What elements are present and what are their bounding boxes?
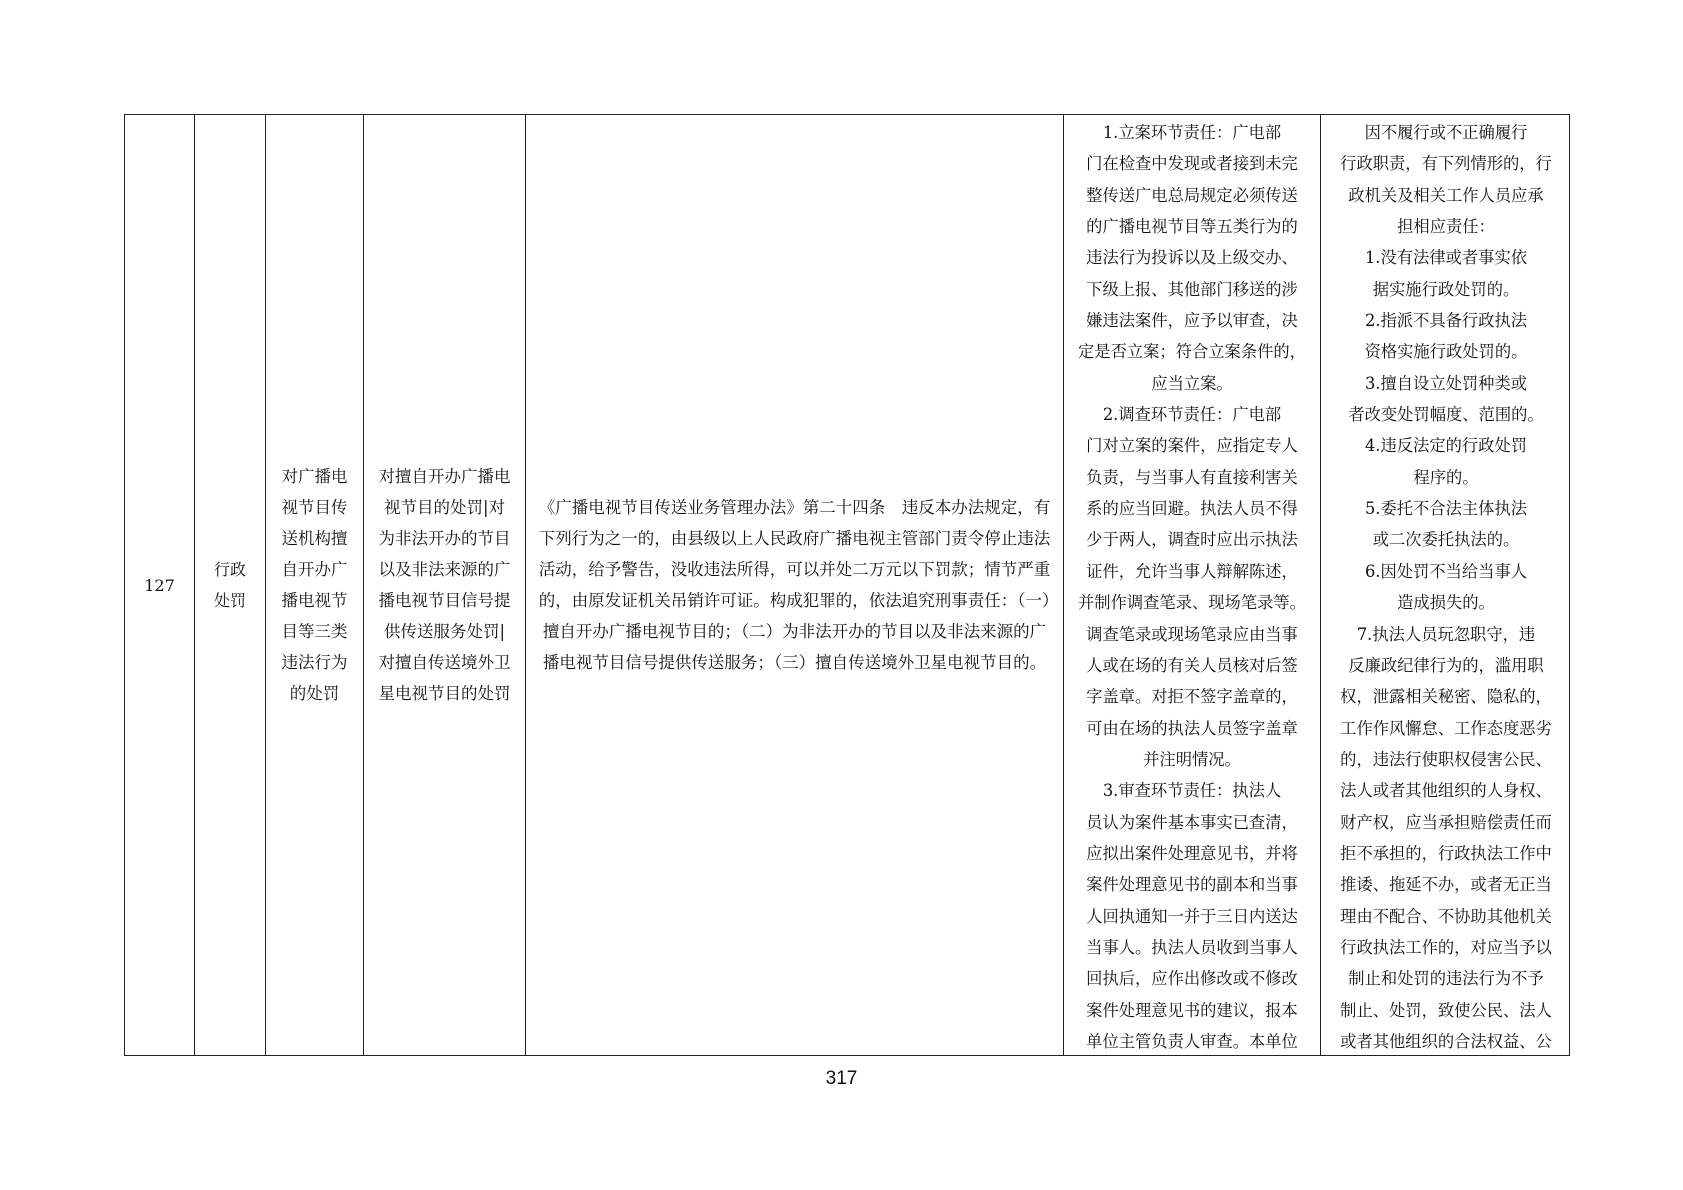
responsibility-line: 回执后，应作出修改或不修改 bbox=[1086, 969, 1298, 989]
accountability-line: 或者其他组织的合法权益、公 bbox=[1340, 1031, 1552, 1051]
accountability-line: 拒不承担的，行政执法工作中 bbox=[1340, 843, 1552, 863]
accountability-line: 3.擅自设立处罚种类或 bbox=[1364, 373, 1528, 393]
accountability-text bbox=[1328, 115, 1564, 1055]
accountability-line: 制止和处罚的违法行为不予 bbox=[1348, 969, 1544, 989]
responsibility-text bbox=[1071, 115, 1313, 1055]
row-number-cell bbox=[125, 115, 194, 1055]
responsibility-line: 嫌违法案件，应予以审查，决 bbox=[1086, 311, 1298, 331]
row-number: 127 bbox=[144, 575, 175, 595]
accountability-line: 理由不配合、不协助其他机关 bbox=[1340, 906, 1552, 926]
responsibility-line: 人或在场的有关人员核对后签 bbox=[1086, 655, 1298, 675]
responsibility-line: 并注明情况。 bbox=[1143, 749, 1241, 769]
responsibility-line: 案件处理意见书的建议，报本 bbox=[1086, 1000, 1298, 1020]
responsibility-line: 系的应当回避。执法人员不得 bbox=[1086, 499, 1298, 519]
responsibility-line: 应当立案。 bbox=[1151, 373, 1233, 393]
power-category: 行政处罚 bbox=[213, 560, 246, 610]
responsibility-line: 的广播电视节目等五类行为的 bbox=[1086, 217, 1298, 237]
page-number: 317 bbox=[825, 1068, 858, 1089]
responsibility-line: 整传送广电总局规定必须传送 bbox=[1086, 185, 1298, 205]
power-item-name: 对广播电视节目传送机构擅自开办广播电视节目等三类违法行为的处罚 bbox=[281, 467, 348, 703]
responsibility-line: 员认为案件基本事实已查清， bbox=[1086, 812, 1298, 832]
sub-items-cell bbox=[363, 115, 525, 1055]
accountability-line: 法人或者其他组织的人身权、 bbox=[1340, 781, 1552, 801]
responsibility-line: 违法行为投诉以及上级交办、 bbox=[1086, 248, 1298, 268]
accountability-line: 程序的。 bbox=[1413, 467, 1479, 487]
accountability-line: 的，违法行使职权侵害公民、 bbox=[1340, 749, 1552, 769]
responsibility-line: 1.立案环节责任：广电部 bbox=[1102, 123, 1282, 142]
responsibility-cell bbox=[1063, 115, 1320, 1055]
legal-basis-cell bbox=[525, 115, 1063, 1055]
responsibility-line: 少于两人，调查时应出示执法 bbox=[1086, 530, 1298, 550]
accountability-line: 4.违反法定的行政处罚 bbox=[1364, 436, 1528, 456]
responsibility-line: 下级上报、其他部门移送的涉 bbox=[1086, 279, 1298, 299]
responsibility-line: 负责，与当事人有直接利害关 bbox=[1086, 467, 1298, 487]
accountability-line: 资格实施行政处罚的。 bbox=[1364, 342, 1528, 362]
accountability-line: 据实施行政处罚的。 bbox=[1372, 279, 1520, 299]
item-name-cell bbox=[265, 115, 363, 1055]
responsibility-line: 定是否立案；符合立案条件的， bbox=[1078, 342, 1306, 362]
responsibility-line: 并制作调查笔录、现场笔录等。 bbox=[1078, 593, 1306, 613]
accountability-line: 7.执法人员玩忽职守，违 bbox=[1356, 624, 1536, 644]
accountability-line: 财产权，应当承担赔偿责任而 bbox=[1340, 812, 1552, 832]
responsibility-line: 字盖章。对拒不签字盖章的， bbox=[1086, 687, 1298, 707]
responsibility-line: 人回执通知一并于三日内送达 bbox=[1086, 906, 1298, 926]
responsibility-line: 3.审查环节责任：执法人 bbox=[1102, 781, 1282, 801]
responsibility-line: 门对立案的案件，应指定专人 bbox=[1086, 436, 1298, 456]
accountability-line: 行政职责，有下列情形的，行 bbox=[1340, 154, 1552, 174]
responsibility-line: 当事人。执法人员收到当事人 bbox=[1086, 937, 1298, 957]
power-list-table bbox=[124, 114, 1570, 1056]
accountability-line: 造成损失的。 bbox=[1397, 593, 1495, 613]
category-cell bbox=[194, 115, 265, 1055]
responsibility-line: 单位主管负责人审查。本单位 bbox=[1086, 1031, 1298, 1051]
responsibility-line: 2.调查环节责任：广电部 bbox=[1102, 405, 1282, 425]
responsibility-line: 调查笔录或现场笔录应由当事 bbox=[1086, 624, 1298, 644]
accountability-line: 担相应责任： bbox=[1397, 217, 1495, 237]
legal-basis-text: 《广播电视节目传送业务管理办法》第二十四条 违反本办法规定，有下列行为之一的，由县级以上人民政府广播电视主管部门责令停止违法活动，给予警告，没收违法所得，可以并处二万元以下罚款；情节严重的，由原发证机关吊销许可证。构成犯罪的，依法追究刑事责任：（一）擅自开办广播电视节目的；（二）为非法开办的节目以及非法来源的广播电视节目信号提供传送服务；（三）擅自传送境外卫星电视节目的。 bbox=[538, 498, 1051, 672]
power-sub-items: 对擅自开办广播电视节目的处罚|对为非法开办的节目以及非法来源的广播电视节目信号提供传送服务处罚|对擅自传送境外卫星电视节目的处罚 bbox=[378, 467, 511, 703]
responsibility-line: 证件，允许当事人辩解陈述， bbox=[1086, 561, 1298, 581]
accountability-line: 1.没有法律或者事实依 bbox=[1364, 248, 1528, 268]
accountability-line: 6.因处罚不当给当事人 bbox=[1364, 561, 1528, 581]
accountability-line: 2.指派不具备行政执法 bbox=[1364, 311, 1528, 331]
accountability-cell bbox=[1320, 115, 1571, 1055]
accountability-line: 行政执法工作的，对应当予以 bbox=[1340, 937, 1552, 957]
accountability-line: 或二次委托执法的。 bbox=[1372, 530, 1520, 550]
accountability-line: 者改变处罚幅度、范围的。 bbox=[1348, 405, 1544, 425]
responsibility-line: 案件处理意见书的副本和当事 bbox=[1086, 875, 1298, 895]
accountability-line: 工作作风懈怠、工作态度恶劣 bbox=[1340, 718, 1552, 738]
responsibility-line: 可由在场的执法人员签字盖章 bbox=[1086, 718, 1298, 738]
accountability-line: 政机关及相关工作人员应承 bbox=[1348, 185, 1544, 205]
accountability-line: 因不履行或不正确履行 bbox=[1364, 123, 1528, 142]
responsibility-line: 门在检查中发现或者接到未完 bbox=[1086, 154, 1298, 174]
responsibility-line: 应拟出案件处理意见书，并将 bbox=[1086, 843, 1298, 863]
accountability-line: 推诿、拖延不办，或者无正当 bbox=[1340, 875, 1552, 895]
accountability-line: 反廉政纪律行为的，滥用职 bbox=[1348, 655, 1544, 675]
accountability-line: 制止、处罚，致使公民、法人 bbox=[1340, 1000, 1552, 1020]
accountability-line: 权，泄露相关秘密、隐私的， bbox=[1340, 687, 1552, 707]
accountability-line: 5.委托不合法主体执法 bbox=[1364, 499, 1528, 519]
